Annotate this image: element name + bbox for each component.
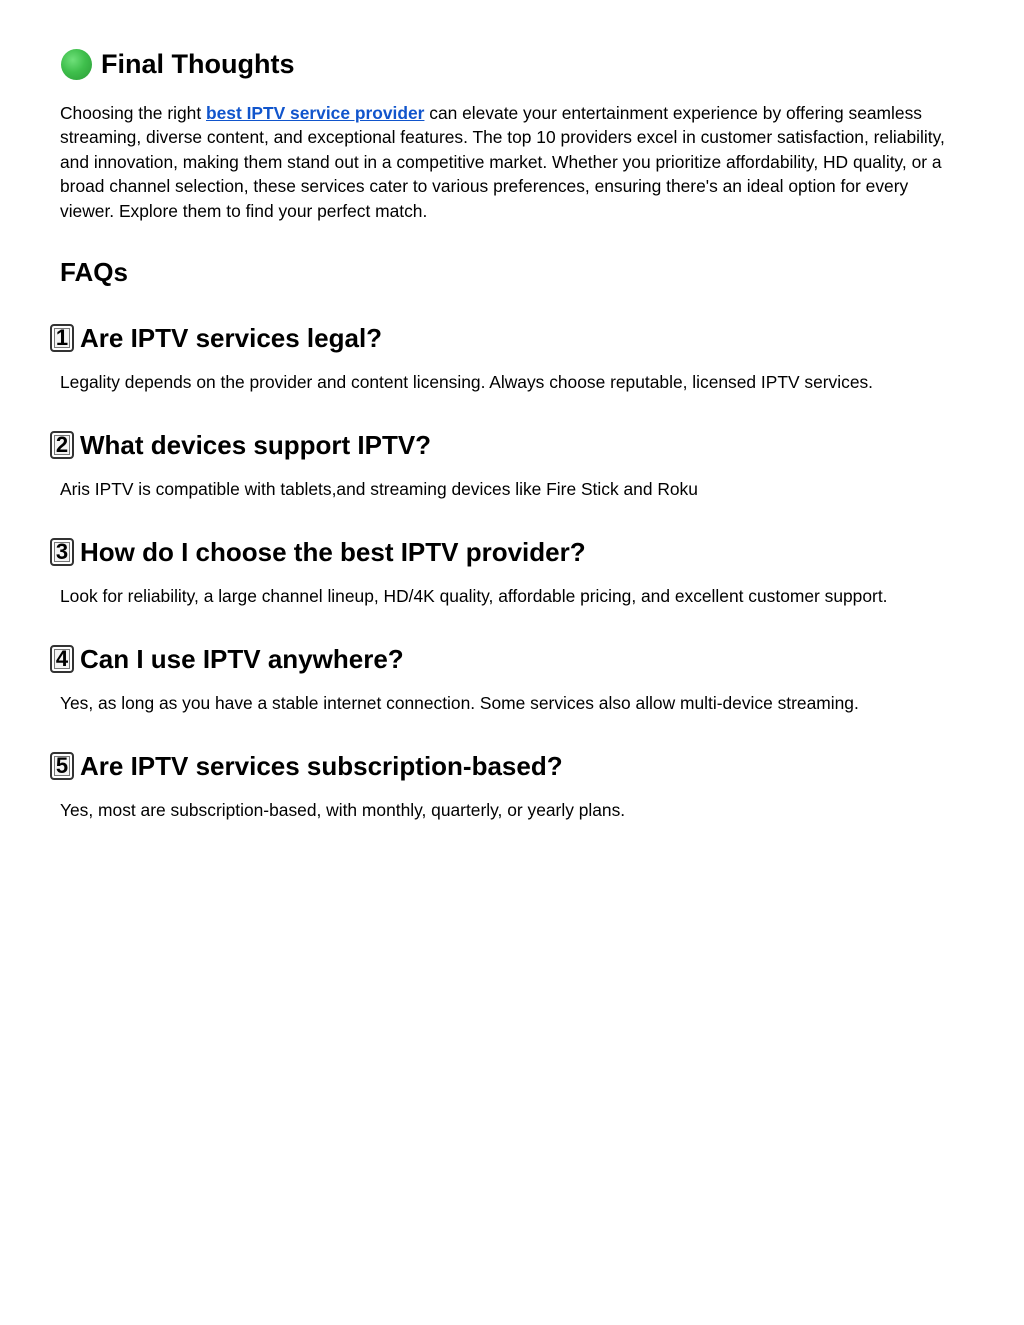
faq-question-text-5: Are IPTV services subscription-based? (80, 751, 563, 782)
faq-question-text-1: Are IPTV services legal? (80, 323, 383, 354)
faq-answer-5: Yes, most are subscription-based, with monthly, quarterly, or yearly plans. (60, 800, 626, 821)
final-thoughts-title: Final Thoughts (101, 49, 295, 79)
keycap-number-3-icon: 3 (50, 538, 74, 566)
faqs-heading: FAQs (60, 257, 128, 288)
final-thoughts-paragraph (60, 101, 954, 223)
faq-answer-4: Yes, as long as you have a stable internet connection. Some services also allow multi-device streaming. (60, 693, 859, 714)
final-thoughts-heading (60, 0, 954, 82)
paragraph-text-after-link: can elevate your entertainment experience by offering seamless streaming, diverse content, and exceptional features. The top 10 providers excel in customer satisfaction, reliability, and innovation, making them stand out in a competitive market. Whether you prioritize affordability, HD quality, or a broad channel selection, these services cater to various preferences, ensuring there's an ideal option for every viewer. Explore them to find your perfect match. (60, 103, 945, 221)
faq-item-1 (55, 321, 954, 394)
green-circle-icon (61, 49, 92, 80)
keycap-number-2-icon: 2 (50, 431, 74, 459)
faq-question-text-3: How do I choose the best IPTV provider? (80, 537, 586, 568)
faq-item-3 (55, 535, 954, 608)
faq-question-3 (50, 535, 954, 569)
faq-item-4 (55, 642, 954, 715)
faq-item-5 (55, 749, 954, 822)
keycap-number-5-icon: 5 (50, 752, 74, 780)
keycap-number-1-icon: 1 (50, 324, 74, 352)
paragraph-text-before-link: Choosing the right (60, 103, 206, 123)
faq-question-text-4: Can I use IPTV anywhere? (80, 644, 404, 675)
faq-answer-2: Aris IPTV is compatible with tablets,and streaming devices like Fire Stick and Roku (60, 479, 698, 500)
keycap-number-4-icon: 4 (50, 645, 74, 673)
faq-answer-3: Look for reliability, a large channel lineup, HD/4K quality, affordable pricing, and excellent customer support. (60, 586, 888, 607)
best-iptv-provider-link[interactable]: best IPTV service provider (205, 103, 425, 123)
faq-question-1 (50, 321, 954, 355)
faq-question-text-2: What devices support IPTV? (80, 430, 432, 461)
faq-question-2 (50, 428, 954, 462)
faq-question-4 (50, 642, 954, 676)
faq-question-5 (50, 749, 954, 783)
faq-answer-1: Legality depends on the provider and content licensing. Always choose reputable, licensed IPTV services. (60, 372, 874, 393)
faq-item-2 (55, 428, 954, 501)
